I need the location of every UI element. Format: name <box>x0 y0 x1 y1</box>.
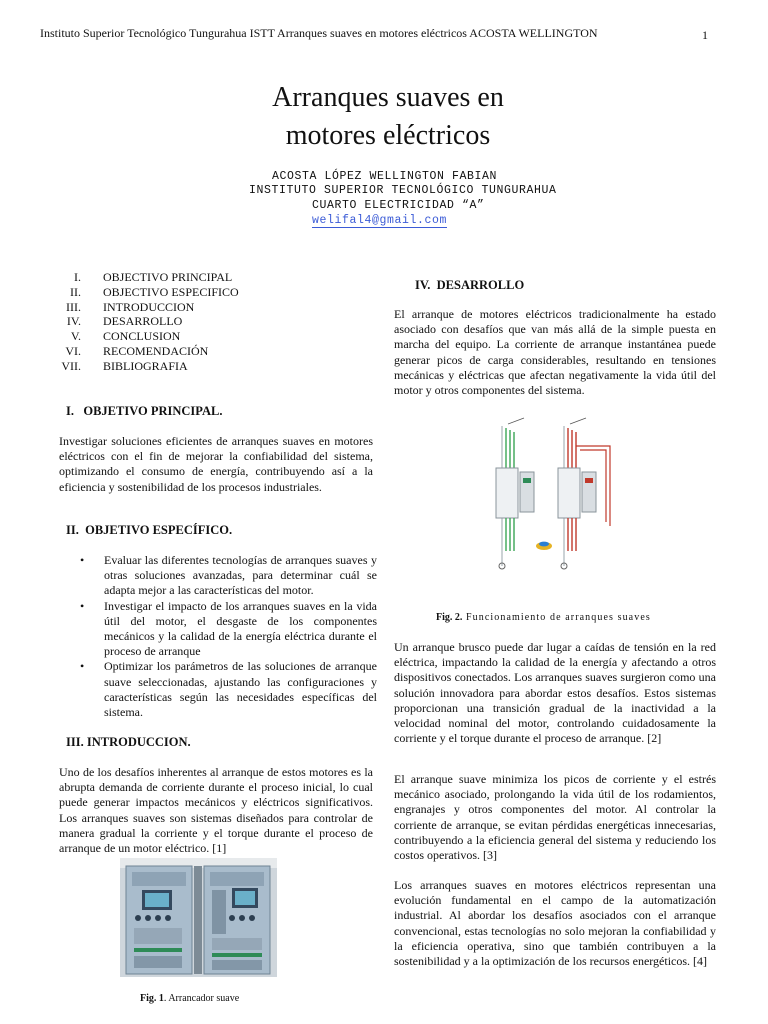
soft-starter-photo <box>120 858 277 977</box>
toc-item: IV. DESARROLLO <box>66 314 183 329</box>
section-body-desarrollo-p1: El arranque de motores eléctricos tradicionalmente ha estado asociado con desafíos que van más allá de la simple puesta en marcha del equipo. La corriente de arranque instantánea puede generar picos de carga considerables, resultando en tensiones mecánicas y eléctricas que afectan negativamente la vida útil del motor y otros componentes del sistema. <box>394 307 716 398</box>
toc-item: VII. BIBLIOGRAFIA <box>61 358 188 373</box>
objective-bullet-list <box>80 553 377 720</box>
section-body-introduccion: Uno de los desafíos inherentes al arranque de estos motores es la abrupta demanda de corriente durante el proceso inicial, lo cual puede generar impactos mecánicos y eléctricos significativos. Los arranques suaves son sistemas diseñados para controlar de manera gradual la corriente y el torque durante el proceso de arranque de un motor eléctrico. [1] <box>59 765 373 856</box>
running-header: Instituto Superior Tecnológico Tungurahua ISTT Arranques suaves en motores eléctricos ACOSTA WELLINGTON <box>40 26 598 40</box>
section-body-desarrollo-p2: Un arranque brusco puede dar lugar a caídas de tensión en la red eléctrica, impactando la calidad de la energía y afectando a otros dispositivos conectados. Los arranques suaves surgieron como una solución innovadora para abordar estos desafíos. Estos sistemas proporcionan una transición gradual de la inactividad a la velocidad nominal del motor, controlando cuidadosamente la corriente y el torque durante el proceso de arranque. [2] <box>394 640 716 746</box>
paper-title-line-1: Arranques suaves en <box>272 82 504 113</box>
toc-item: II. OBJECTIVO ESPECIFICO <box>70 284 239 299</box>
page-number: 1 <box>702 28 708 42</box>
soft-starter-wiring-diagram <box>480 416 628 582</box>
toc-item: VI. RECOMENDACIÓN <box>65 343 209 358</box>
toc-item: V. CONCLUSION <box>70 329 181 344</box>
section-body-desarrollo-p3: El arranque suave minimiza los picos de corriente y el estrés mecánico asociado, prolongando la vida útil de los rodamientos, engranajes y otros componentes del motor. Al controlar la corriente de arranque, se evitan pérdidas energéticas innecesarias, contribuyendo a la eficiencia general del sistema y reduciendo los costos operativos. [3] <box>394 772 716 863</box>
section-body-objetivo-principal: Investigar soluciones eficientes de arranques suaves en motores eléctricos con el fin de mejorar la confiabilidad del sistema, optimizando el consumo de energía, contribuyendo así a la eficiencia y sostenibilidad de los procesos industriales. <box>59 434 373 494</box>
figure-caption-text: . Arrancador suave <box>163 993 240 1004</box>
list-item: • Evaluar las diferentes tecnologías de arranques suaves y otras soluciones avanzadas, para determinar cuál se adapta mejor a las características del motor. <box>80 553 377 598</box>
figure-1-caption <box>140 993 239 1004</box>
author-course: CUARTO ELECTRICIDAD “A” <box>312 199 485 212</box>
section-heading-introduccion: III. INTRODUCCION. <box>66 735 191 749</box>
section-body-desarrollo-p4: Los arranques suaves en motores eléctricos representan una evolución fundamental en el campo de la automatización industrial. Al abordar los desafíos asociados con el arranque convencional, estas tecnologías no solo mejoran la confiabilidad y la eficiencia operativa, sino que también contribuyen a la sostenibilidad y a la optimización de los recursos energéticos. [4] <box>394 878 716 969</box>
author-institution: INSTITUTO SUPERIOR TECNOLÓGICO TUNGURAHUA <box>249 184 557 197</box>
toc-item: I. OBJECTIVO PRINCIPAL <box>74 270 233 284</box>
author-email-link[interactable]: welifal4@gmail.com <box>312 214 448 227</box>
soft-starter-illustration <box>120 858 277 977</box>
figure-label: Fig. 2. <box>436 612 463 623</box>
author-name: ACOSTA LÓPEZ WELLINGTON FABIAN <box>272 170 498 183</box>
figure-caption-text: Funcionamiento de arranques suaves <box>462 612 651 623</box>
section-heading-desarrollo: IV. DESARROLLO <box>415 278 525 292</box>
list-item: • Investigar el impacto de los arranques suaves en la vida útil del motor, el desgaste de los componentes mecánicos y la calidad de la energía eléctrica durante el proceso de arranque <box>80 598 377 659</box>
figure-label: Fig. 1 <box>140 993 164 1004</box>
wiring-diagram-illustration <box>480 416 628 582</box>
toc-item: III. INTRODUCCION <box>66 299 195 314</box>
list-item: • Optimizar los parámetros de las soluciones de arranque suave seleccionadas, ajustando las configuraciones y características según las necesidades específicas del sistema. <box>80 659 377 720</box>
table-of-contents <box>55 270 239 374</box>
paper-title-line-2: motores eléctricos <box>285 120 491 151</box>
section-heading-objetivo-especifico: II. OBJETIVO ESPECÍFICO. <box>66 523 233 537</box>
figure-2-caption <box>436 612 651 623</box>
section-heading-objetivo-principal: I. OBJETIVO PRINCIPAL. <box>66 404 223 418</box>
